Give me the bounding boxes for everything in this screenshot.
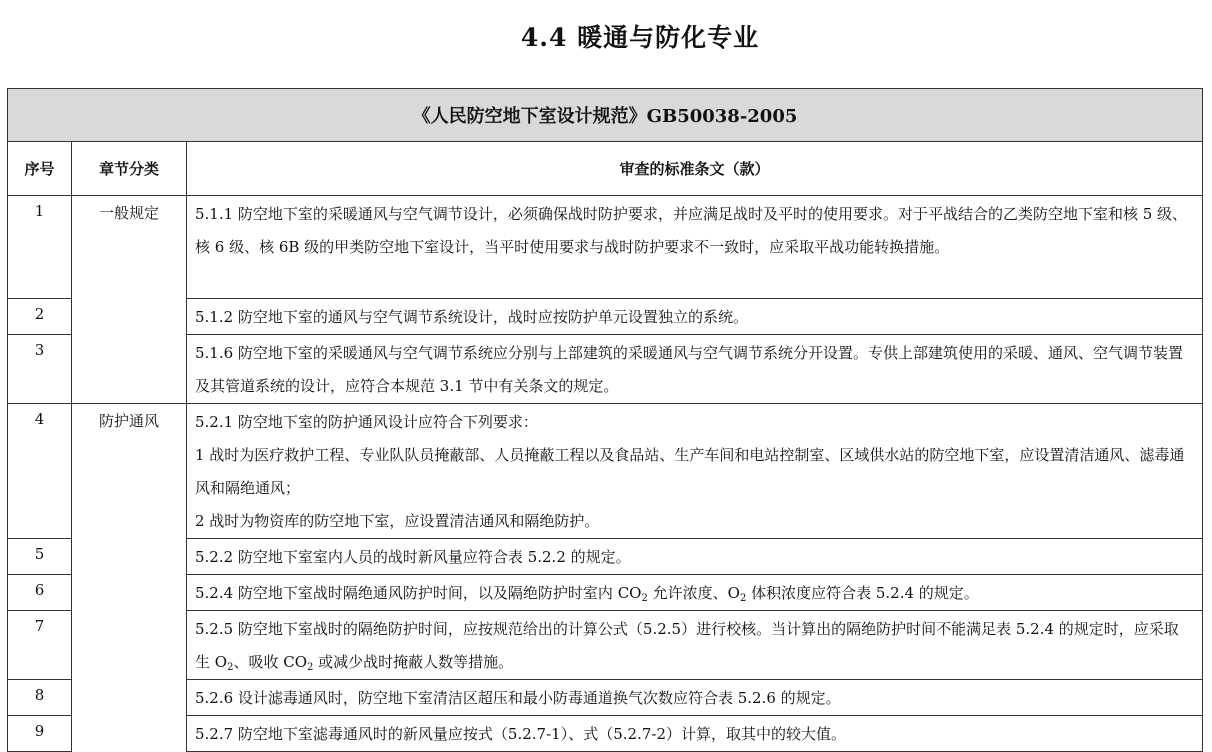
row-number: 5 (8, 539, 72, 575)
category-general: 一般规定 (72, 196, 187, 299)
row-number: 8 (8, 680, 72, 716)
category-cell (72, 335, 187, 404)
column-header-clause: 审查的标准条文（款） (187, 142, 1203, 196)
clause-text: 5.1.6 防空地下室的采暖通风与空气调节系统应分别与上部建筑的采暖通风与空气调节系统分开设置。专供上部建筑使用的采暖、通风、空气调节装置及其管道系统的设计，应符合本规范 3.1 节中有关条文的规定。 (187, 335, 1203, 404)
category-protective: 防护通风 (72, 404, 187, 539)
table-row (8, 680, 1203, 716)
table-row (8, 299, 1203, 335)
review-table (7, 88, 1203, 752)
clause-text: 5.1.2 防空地下室的通风与空气调节系统设计，战时应按防护单元设置独立的系统。 (187, 299, 1203, 335)
clause-line: 2 战时为物资库的防空地下室，应设置清洁通风和隔绝防护。 (195, 512, 600, 530)
clause-text: 5.2.5 防空地下室战时的隔绝防护时间，应按规范给出的计算公式（5.2.5）进行校核。当计算出的隔绝防护时间不能满足表 5.2.4 的规定时，应采取生 $O_2$、吸收 $CO_2$ 或减少战时掩蔽人数等措施。 (187, 611, 1203, 680)
table-row (8, 539, 1203, 575)
row-number: 4 (8, 404, 72, 539)
clause-text: 5.1.1 防空地下室的采暖通风与空气调节设计，必须确保战时防护要求，并应满足战时及平时的使用要求。对于平战结合的乙类防空地下室和核 5 级、核 6 级、核 6B 级的甲类防空地下室设计，当平时使用要求与战时防护要求不一致时，应采取平战功能转换措施。 (187, 196, 1203, 299)
column-header-category: 章节分类 (72, 142, 187, 196)
clause-text: 5.2.7 防空地下室滤毒通风时的新风量应按式（5.2.7-1）、式（5.2.7-2）计算，取其中的较大值。 (187, 716, 1203, 752)
clause-line: 5.2.1 防空地下室的防护通风设计应符合下列要求： (195, 413, 538, 431)
clause-text (187, 404, 1203, 539)
table-row (8, 335, 1203, 404)
category-cell (72, 299, 187, 335)
clause-text: 5.2.2 防空地下室室内人员的战时新风量应符合表 5.2.2 的规定。 (187, 539, 1203, 575)
standard-title: 《人民防空地下室设计规范》GB50038-2005 (8, 89, 1203, 142)
row-number: 9 (8, 716, 72, 752)
table-row (8, 611, 1203, 680)
column-header-no: 序号 (8, 142, 72, 196)
category-cell (72, 680, 187, 716)
row-number: 3 (8, 335, 72, 404)
table-row (8, 196, 1203, 299)
page-title: 4.4 暖通与防化专业 (520, 23, 760, 52)
category-cell (72, 575, 187, 611)
category-cell (72, 539, 187, 575)
table-row (8, 404, 1203, 539)
row-number: 2 (8, 299, 72, 335)
clause-text: 5.2.6 设计滤毒通风时，防空地下室清洁区超压和最小防毒通道换气次数应符合表 5.2.6 的规定。 (187, 680, 1203, 716)
row-number: 6 (8, 575, 72, 611)
table-row (8, 575, 1203, 611)
clause-line: 1 战时为医疗救护工程、专业队队员掩蔽部、人员掩蔽工程以及食品站、生产车间和电站控制室、区域供水站的防空地下室，应设置清洁通风、滤毒通风和隔绝通风； (195, 446, 1185, 497)
clause-text: 5.2.4 防空地下室战时隔绝通风防护时间，以及隔绝防护时室内 $CO_2$ 允许浓度、$O_2$ 体积浓度应符合表 5.2.4 的规定。 (187, 575, 1203, 611)
row-number: 1 (8, 196, 72, 299)
row-number: 7 (8, 611, 72, 680)
category-cell (72, 611, 187, 680)
